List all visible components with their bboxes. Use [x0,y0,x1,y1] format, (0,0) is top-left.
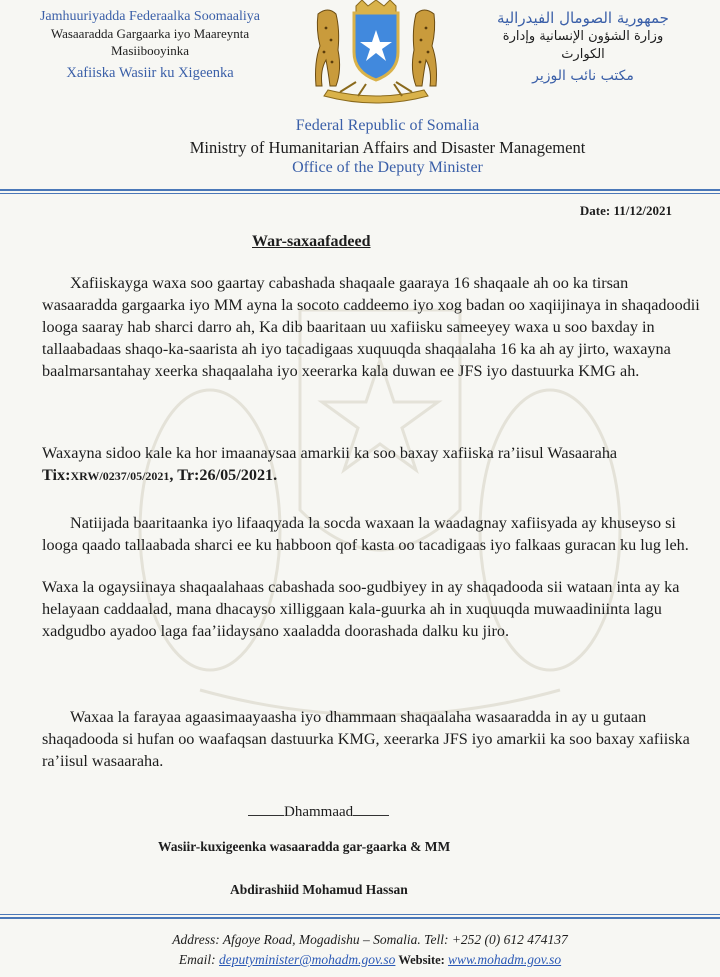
letter-title: War-saxaafadeed [252,233,371,250]
footer-divider [0,914,720,920]
header-somali-block [0,8,300,83]
header-english-ministry: Ministry of Humanitarian Affairs and Disaster Management [189,137,586,157]
header-english-country: Federal Republic of Somalia [295,117,480,134]
closing-right-line [353,815,389,816]
reference-date: , Tr:26/05/2021. [169,466,278,484]
header-somali-line1: Jamhuuriyadda Federaalka Soomaaliya [39,9,261,24]
footer-website-label: Website: [395,953,448,967]
reference-code: XRW/0237/05/2021 [70,469,170,483]
footer-email-label: Email: [178,952,220,967]
signatory-title: Wasiir-kuxigeenka wasaaradda gar-gaarka & MM [158,839,451,854]
header-somali-office: Xafiiska Wasiir ku Xigeenka [66,64,234,81]
signatory-name: Abdirashiid Mohamud Hassan [230,882,408,897]
body-paragraph-4: Waxa la ogaysiinaya shaqaalahaas cabashada soo-gudbiyey in ay shaqadooda sii wataan inta ay ka helayaan caddaalad, mana dhacayso xilliggaan kala-guurka ah in xuquuqda muwaadiniinta lagu xadgudbo ayadoo laga faa’iidaysano xaaladda doorashada dalku ku jiro. [42,578,680,640]
body-paragraph-1: Xafiiskayga waxa soo gaartay cabashada shaqaale gaaraya 16 shaqaale ah oo ka tirsan wasaaradda gargaarka iyo MM ayna la socoto caddeemo iyo xog badan oo xaqiijinaya in shaqadoodii looga saaray hab sharci darro ah, Ka dib baaritaan uu xafiisku sameeyey waxa u soo baxday in tallaabadaas shaqo-ka-saarista ah iyo tacadigaas xuquuqda shaqaalaha 16 ka ah ay jirto, waxayna baalmarsantahay xeerka shaqaalaha iyo xeerarka kala duwan ee JFS iyo dastuurka KMG ah. [42,274,700,380]
footer-contacts [0,950,720,970]
coat-of-arms-icon [306,0,446,104]
letter-date: Date: 11/12/2021 [579,203,672,218]
footer-email-link[interactable]: deputyminister@mohadm.gov.so [219,952,396,967]
header-arabic-line2: وزارة الشؤون الإنسانية وإدارة [502,29,664,45]
closing-left-line [248,815,284,816]
body-paragraph-3: Natiijada baaritaanka iyo lifaaqyada la socda waxaan la waadagnay xafiisyada ay khuseyso si looga qaado tallaabada sharci ee ku habboon qof kasta oo tacadigaas iyo falkaas guracan ku lug leh. [42,514,689,554]
header-somali-line2: Wasaaradda Gargaarka iyo Maareynta [50,26,250,42]
closing-mark [248,804,389,821]
body-paragraph-2 [42,442,702,487]
header-english-block [0,116,720,179]
header-arabic-office: مكتب نائب الوزير [532,68,634,85]
footer-address: Address: Afgoye Road, Mogadishu – Somalia. Tell: +252 (0) 612 474137 [172,932,568,947]
header-arabic-block [458,8,708,86]
header-somali-line3: Masiibooyinka [111,43,189,59]
header-english-office: Office of the Deputy Minister [292,159,483,177]
header-divider [0,189,720,195]
body-paragraph-2-text: Waxayna sidoo kale ka hor imaanaysaa amarkii ka soo baxay xafiiska ra’iisul Wasaaraha [42,444,618,462]
reference-number [42,466,277,484]
header-arabic-line1: جمهورية الصومال الفيدرالية [497,9,669,27]
closing-text: Dhammaad [284,804,354,820]
reference-prefix: Tix: [42,466,71,484]
letter-footer [0,930,720,970]
body-paragraph-5: Waxaa la farayaa agaasimaayaasha iyo dhammaan shaqaalaha wasaaradda in ay u gutaan shaqadooda si hufan oo waafaqsan dastuurka KMG, xeerarka JFS iyo amarkii ka soo baxay xafiiska ra’iisul wasaaraha. [42,708,690,770]
header-arabic-line3: الكوارث [561,46,605,62]
footer-website-link[interactable]: www.mohadm.gov.so [447,952,562,967]
